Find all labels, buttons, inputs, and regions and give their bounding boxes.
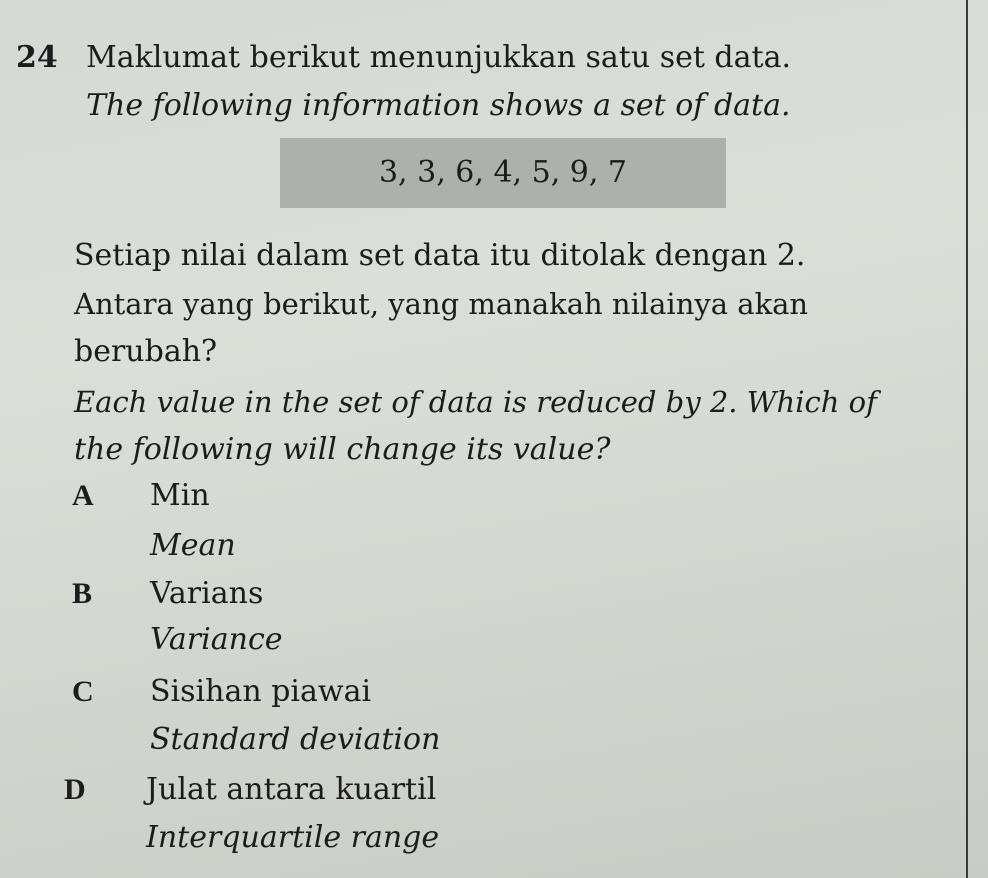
- option-d-english[interactable]: Interquartile range: [146, 820, 440, 855]
- option-d-malay[interactable]: Julat antara kuartil: [146, 772, 437, 807]
- data-set-values: 3, 3, 6, 4, 5, 9, 7: [378, 155, 628, 190]
- option-c-letter[interactable]: C: [72, 675, 94, 708]
- intro-english: The following information shows a set of data.: [86, 88, 791, 123]
- question-number: 24: [16, 40, 58, 75]
- option-b-english[interactable]: Variance: [150, 622, 283, 657]
- option-a-letter[interactable]: A: [72, 479, 94, 512]
- body-malay-line-2: Antara yang berikut, yang manakah nilainya akan: [74, 287, 809, 321]
- body-malay-line-3: berubah?: [74, 334, 218, 369]
- option-b-letter[interactable]: B: [72, 577, 93, 610]
- intro-malay: Maklumat berikut menunjukkan satu set data.: [86, 40, 791, 75]
- option-d-letter[interactable]: D: [64, 773, 86, 806]
- data-set-box: [280, 138, 726, 208]
- body-english-line-2: the following will change its value?: [74, 432, 611, 467]
- option-a-english[interactable]: Mean: [150, 528, 236, 563]
- option-a-malay[interactable]: Min: [150, 478, 210, 513]
- body-english-line-1: Each value in the set of data is reduced by 2. Which of: [74, 385, 877, 419]
- body-malay-line-1: Setiap nilai dalam set data itu ditolak dengan 2.: [74, 238, 806, 273]
- option-b-malay[interactable]: Varians: [150, 576, 264, 611]
- option-c-malay[interactable]: Sisihan piawai: [150, 674, 372, 709]
- option-c-english[interactable]: Standard deviation: [150, 722, 441, 757]
- page-margin-rule: [966, 0, 968, 878]
